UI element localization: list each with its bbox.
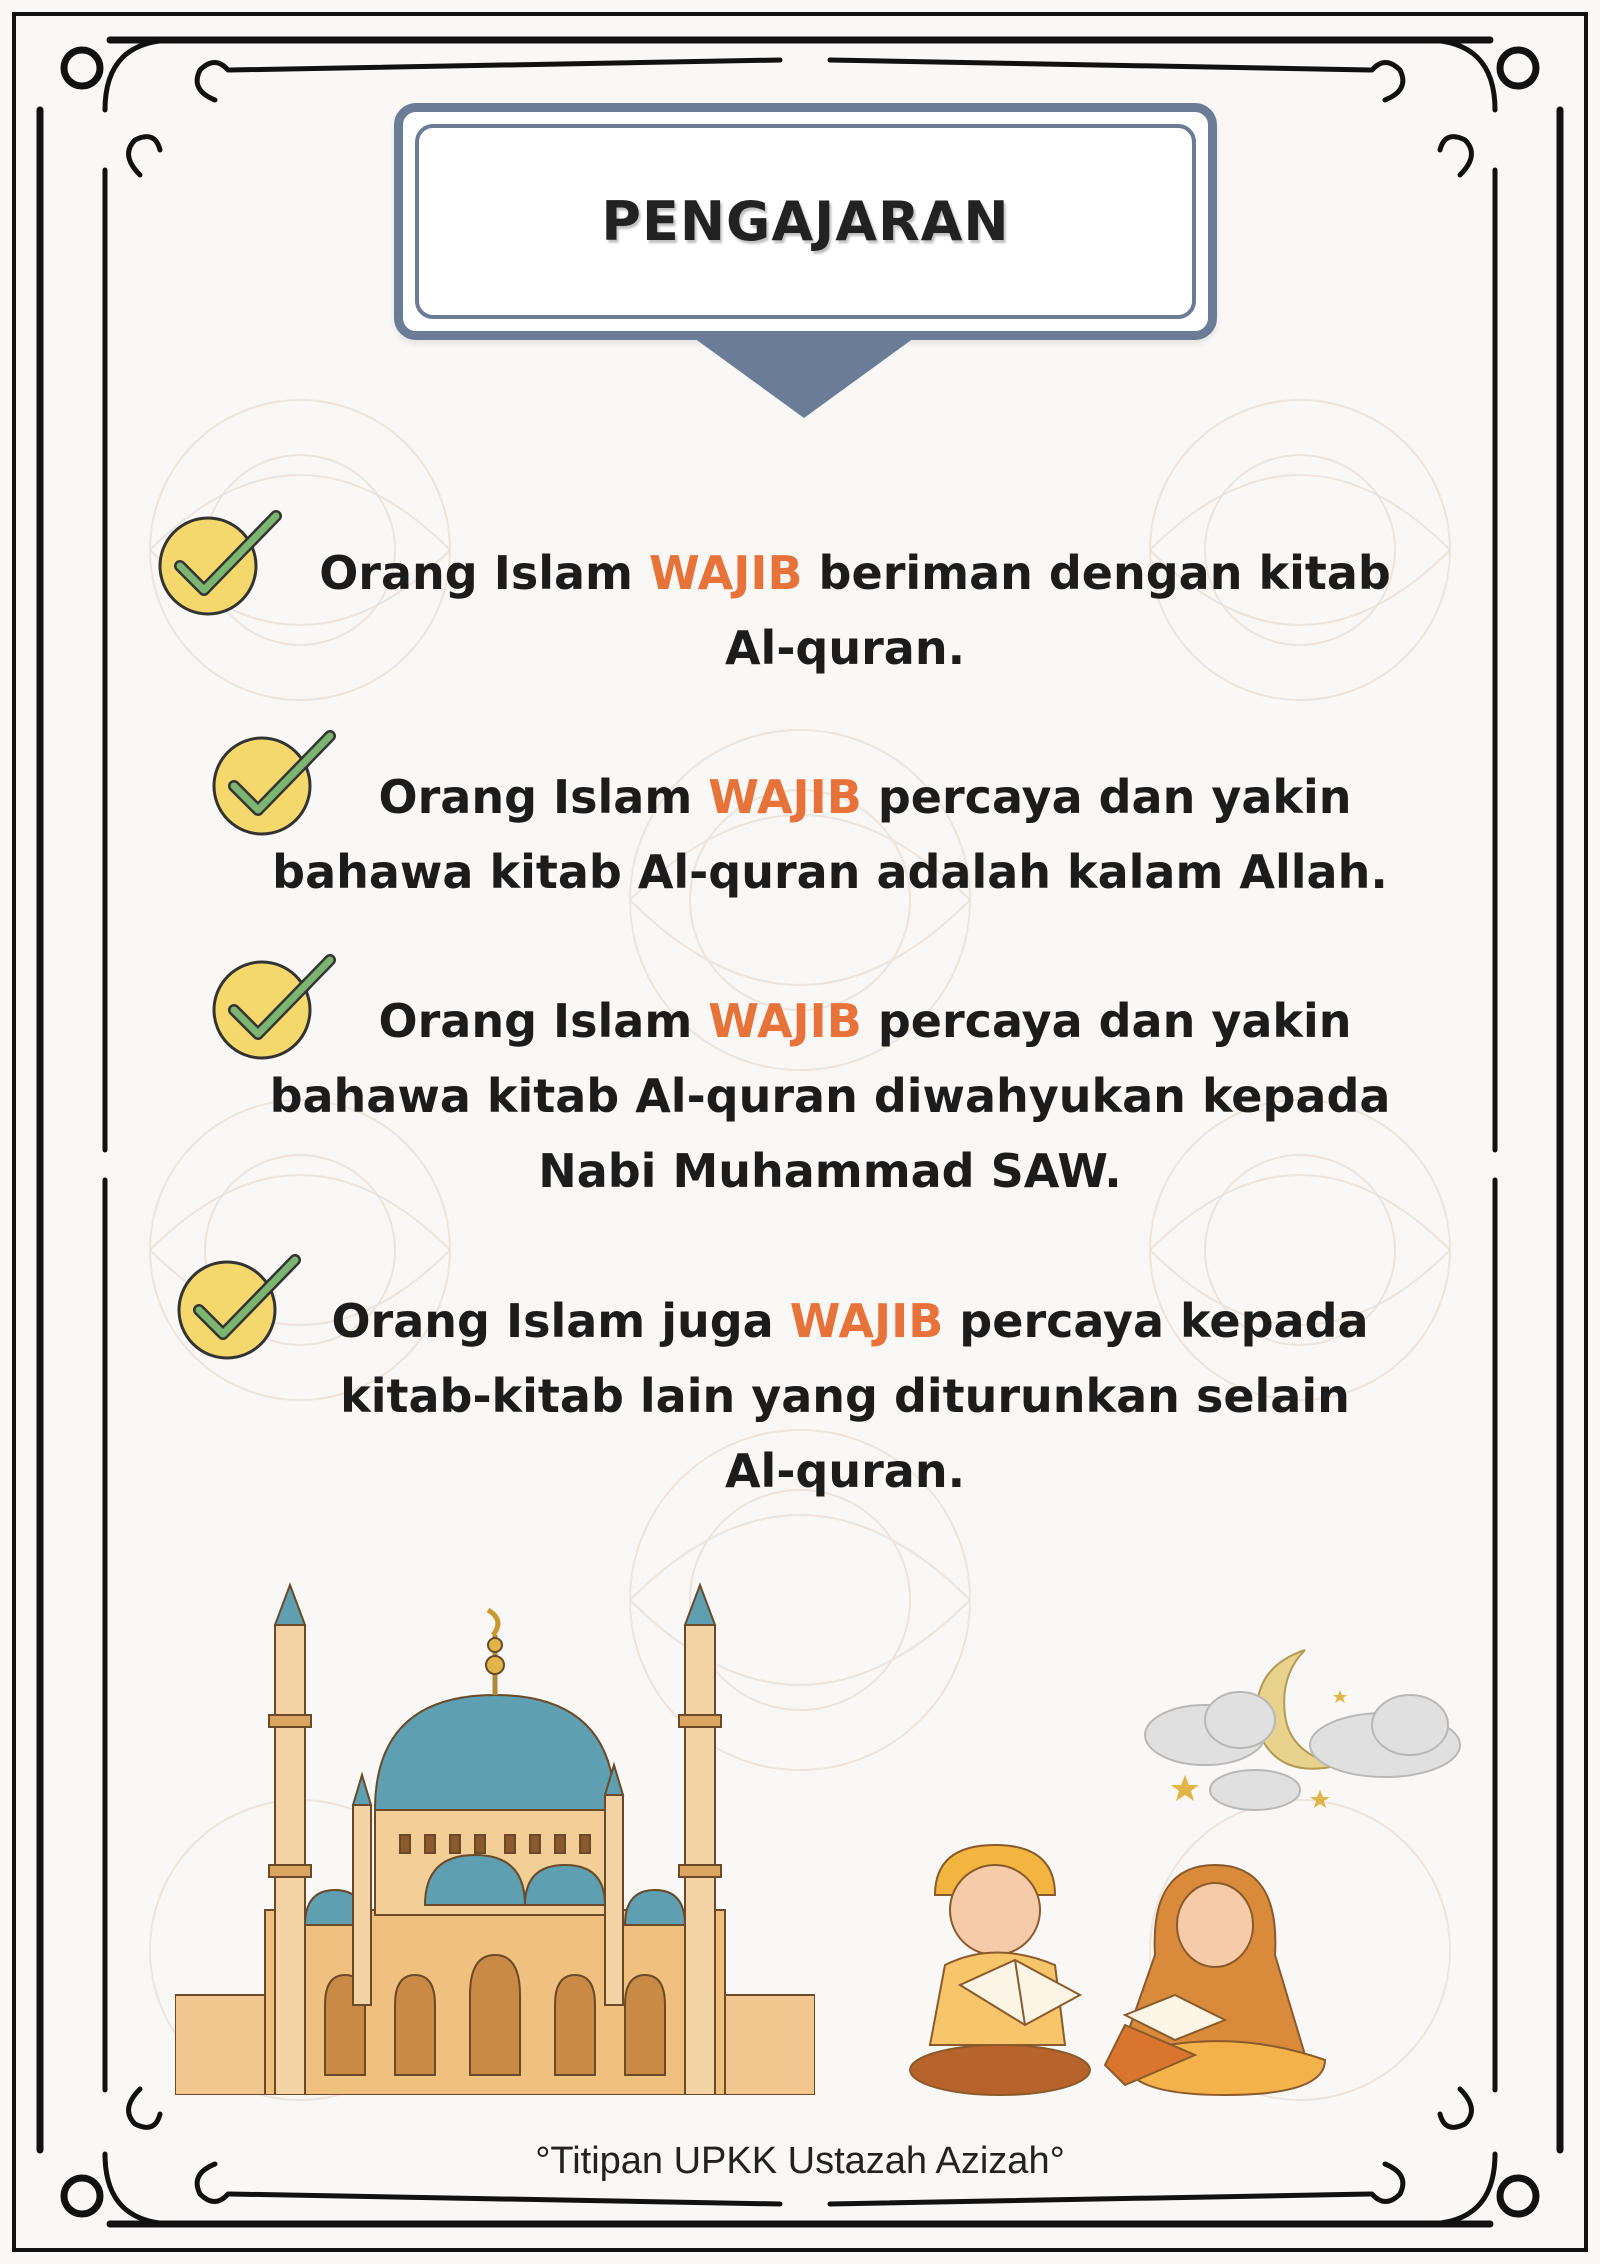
lesson-1 (240, 536, 1470, 611)
title-box (394, 103, 1217, 340)
lesson-3 (300, 984, 1430, 1059)
lesson-2-text-end: percaya dan yakin (861, 770, 1352, 824)
lesson-3-line-3: Nabi Muhammad SAW. (538, 1144, 1122, 1198)
lesson-4-continued (220, 1359, 1470, 1509)
crescent-moon-cloud-illustration (1130, 1640, 1480, 1820)
lesson-1-line-1 (240, 536, 1470, 611)
lesson-2-line-1 (300, 760, 1430, 835)
title-pointer (694, 338, 914, 418)
mosque-illustration (175, 1565, 815, 2095)
lesson-4-highlight: WAJIB (789, 1294, 944, 1348)
lesson-4-text: Orang Islam juga (331, 1294, 790, 1348)
lesson-3-text-end: percaya dan yakin (861, 994, 1352, 1048)
lesson-2-text: Orang Islam (378, 770, 709, 824)
lesson-2 (300, 760, 1430, 835)
lesson-3-line-1 (300, 984, 1430, 1059)
lesson-2-continued (180, 835, 1480, 910)
lesson-4-line-1 (265, 1284, 1435, 1359)
lesson-4-text-end: percaya kepada (943, 1294, 1369, 1348)
lesson-2-line-2: bahawa kitab Al-quran adalah kalam Allah. (272, 845, 1388, 899)
lesson-1-text-end: beriman dengan kitab (802, 546, 1391, 600)
lesson-1-highlight: WAJIB (648, 546, 803, 600)
page-title: PENGAJARAN (601, 190, 1010, 253)
lesson-3-highlight: WAJIB (708, 994, 862, 1048)
lesson-1-continued (330, 611, 1360, 686)
credit-text: °Titipan UPKK Ustazah Azizah° (535, 2140, 1065, 2182)
children-reading-quran-illustration (905, 1825, 1345, 2105)
lesson-3-line-2: bahawa kitab Al-quran diwahyukan kepada (269, 1069, 1391, 1123)
lesson-1-line-2: Al-quran. (724, 621, 966, 675)
lesson-2-highlight: WAJIB (708, 770, 862, 824)
lesson-1-text: Orang Islam (319, 546, 649, 600)
title-inner-box (415, 124, 1196, 319)
lesson-4-line-3: Al-quran. (724, 1444, 966, 1498)
lesson-3-continued (175, 1059, 1485, 1209)
lesson-4-line-2: kitab-kitab lain yang diturunkan selain (340, 1369, 1350, 1423)
lesson-4 (265, 1284, 1435, 1359)
lesson-3-text: Orang Islam (378, 994, 709, 1048)
